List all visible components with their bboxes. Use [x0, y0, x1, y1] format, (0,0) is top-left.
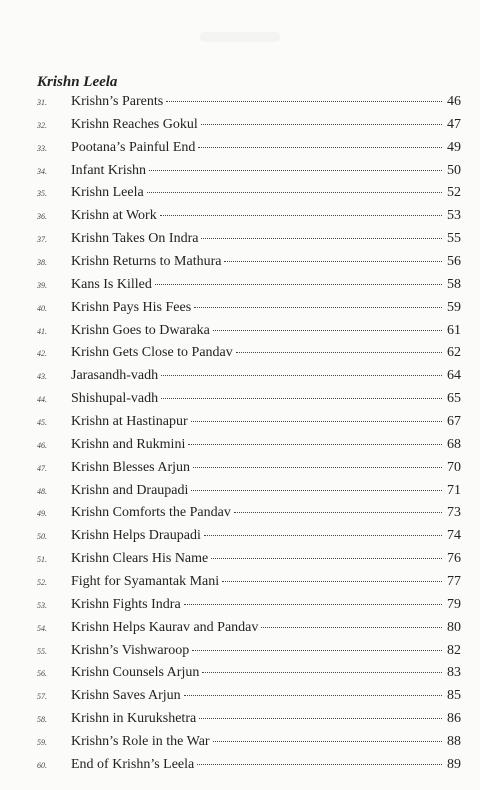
dot-leader: [191, 421, 442, 422]
dot-leader: [261, 627, 442, 628]
dot-leader: [192, 650, 442, 651]
entry-title: Shishupal-vadh: [71, 391, 159, 407]
entry-page-number: 73: [447, 505, 461, 521]
dot-leader: [166, 101, 442, 102]
entry-page-number: 67: [447, 414, 461, 430]
dot-leader: [234, 512, 442, 513]
dot-leader: [224, 261, 442, 262]
entry-title: Krishn Gets Close to Pandav: [71, 345, 233, 361]
toc-entry: [37, 620, 461, 643]
entry-number: 50.: [37, 532, 47, 542]
entry-page-number: 71: [447, 482, 461, 498]
toc-entry: [37, 231, 461, 254]
entry-title: Krishn in Kurukshetra: [71, 711, 197, 727]
entry-page-number: 46: [447, 94, 461, 109]
toc-entry: [37, 185, 461, 208]
entry-number: 52.: [37, 578, 47, 588]
entry-number: 44.: [37, 395, 47, 405]
entry-title: Krishn’s Role in the War: [71, 734, 210, 750]
entry-title: Fight for Syamantak Mani: [71, 574, 220, 590]
entry-page-number: 88: [447, 734, 461, 750]
dot-leader: [161, 398, 442, 399]
dot-leader: [201, 124, 442, 125]
toc-entry: [37, 734, 461, 757]
dot-leader: [160, 215, 442, 216]
entry-page-number: 64: [447, 368, 461, 384]
entry-page-number: 79: [447, 596, 461, 612]
dot-leader: [201, 238, 442, 239]
toc-entry: [37, 643, 461, 666]
entry-page-number: 83: [447, 665, 461, 681]
faint-header-mark: [200, 32, 280, 42]
entry-title: Krishn Fights Indra: [71, 596, 181, 612]
entry-page-number: 58: [447, 276, 461, 292]
entry-page-number: 49: [447, 139, 461, 155]
dot-leader: [193, 467, 442, 468]
entry-page-number: 50: [447, 162, 461, 178]
toc-entry: [37, 254, 461, 277]
entry-page-number: 74: [447, 528, 461, 544]
entry-number: 40.: [37, 303, 47, 313]
entry-number: 46.: [37, 440, 47, 450]
entry-title: End of Krishn’s Leela: [71, 756, 195, 772]
dot-leader: [161, 375, 442, 376]
toc-entry: [37, 345, 461, 368]
toc-entry: [37, 711, 461, 734]
entry-title: Krishn at Hastinapur: [71, 414, 188, 430]
toc-entry: [37, 597, 461, 620]
entry-page-number: 76: [447, 551, 461, 567]
section-title: Krishn Leela: [37, 74, 118, 90]
toc-entry: [37, 460, 461, 483]
entry-number: 57.: [37, 692, 47, 702]
entry-number: 36.: [37, 212, 47, 222]
entry-number: 41.: [37, 326, 47, 336]
toc-entry: [37, 528, 461, 551]
entry-page-number: 52: [447, 185, 461, 201]
entry-title: Krishn Saves Arjun: [71, 688, 181, 704]
entry-page-number: 85: [447, 688, 461, 704]
entry-number: 31.: [37, 98, 47, 107]
dot-leader: [222, 581, 442, 582]
entry-number: 45.: [37, 418, 47, 428]
entry-title: Krishn Helps Kaurav and Pandav: [71, 619, 259, 635]
entry-page-number: 62: [447, 345, 461, 361]
entry-title: Krishn Counsels Arjun: [71, 665, 200, 681]
toc-entry: [37, 117, 461, 140]
entry-title: Krishn Returns to Mathura: [71, 254, 222, 270]
entry-title: Krishn Helps Draupadi: [71, 528, 201, 544]
entry-number: 43.: [37, 372, 47, 382]
entry-title: Kans Is Killed: [71, 276, 152, 292]
toc-entry: [37, 688, 461, 711]
entry-number: 53.: [37, 600, 47, 610]
dot-leader: [184, 604, 442, 605]
toc-entry: [37, 208, 461, 231]
entry-number: 58.: [37, 715, 47, 725]
entry-number: 42.: [37, 349, 47, 359]
entry-page-number: 65: [447, 391, 461, 407]
toc-entry: [37, 437, 461, 460]
toc-entry: [37, 140, 461, 163]
entry-number: 33.: [37, 143, 47, 153]
entry-title: Krishn and Draupadi: [71, 482, 189, 498]
entry-title: Krishn Blesses Arjun: [71, 459, 190, 475]
entry-number: 38.: [37, 258, 47, 268]
entry-title: Krishn Takes On Indra: [71, 231, 199, 247]
toc-entry: [37, 94, 461, 117]
dot-leader: [204, 535, 442, 536]
toc-entry: [37, 483, 461, 506]
entry-page-number: 89: [447, 756, 461, 772]
dot-leader: [149, 170, 442, 171]
entry-page-number: 68: [447, 436, 461, 452]
entry-page-number: 53: [447, 208, 461, 224]
toc-entry: [37, 574, 461, 597]
entry-page-number: 82: [447, 642, 461, 658]
entry-page-number: 55: [447, 231, 461, 247]
entry-number: 37.: [37, 235, 47, 245]
entry-title: Infant Krishn: [71, 162, 147, 178]
entry-page-number: 80: [447, 619, 461, 635]
entry-title: Krishn Leela: [71, 185, 144, 201]
entry-number: 35.: [37, 189, 47, 199]
toc-entry: [37, 163, 461, 186]
entry-title: Krishn Clears His Name: [71, 551, 209, 567]
dot-leader: [236, 352, 442, 353]
entry-number: 54.: [37, 623, 47, 633]
entry-page-number: 59: [447, 299, 461, 315]
entry-title: Krishn at Work: [71, 208, 157, 224]
dot-leader: [213, 330, 442, 331]
entry-number: 59.: [37, 738, 47, 748]
toc-entry: [37, 323, 461, 346]
toc-entry: [37, 757, 461, 780]
toc-entry: [37, 505, 461, 528]
entry-number: 55.: [37, 646, 47, 656]
toc-entry: [37, 414, 461, 437]
entry-title: Krishn Pays His Fees: [71, 299, 192, 315]
entry-page-number: 47: [447, 116, 461, 132]
entry-title: Krishn’s Vishwaroop: [71, 642, 190, 658]
entry-title: Krishn and Rukmini: [71, 436, 186, 452]
dot-leader: [194, 307, 442, 308]
entry-number: 39.: [37, 280, 47, 290]
entry-page-number: 56: [447, 254, 461, 270]
toc-entry: [37, 300, 461, 323]
entry-number: 51.: [37, 555, 47, 565]
entry-page-number: 61: [447, 322, 461, 338]
entry-number: 49.: [37, 509, 47, 519]
entry-number: 60.: [37, 760, 47, 770]
dot-leader: [198, 147, 442, 148]
dot-leader: [155, 284, 442, 285]
entry-page-number: 70: [447, 459, 461, 475]
entry-page-number: 86: [447, 711, 461, 727]
dot-leader: [202, 672, 442, 673]
entry-number: 32.: [37, 120, 47, 130]
toc-entry: [37, 277, 461, 300]
toc-entry: [37, 368, 461, 391]
entry-title: Krishn Goes to Dwaraka: [71, 322, 210, 338]
entry-title: Jarasandh-vadh: [71, 368, 159, 384]
entry-title: Krishn’s Parents: [71, 94, 164, 109]
entry-number: 47.: [37, 463, 47, 473]
entry-title: Pootana’s Painful End: [71, 139, 196, 155]
dot-leader: [188, 444, 442, 445]
entry-title: Krishn Reaches Gokul: [71, 116, 198, 132]
dot-leader: [199, 718, 442, 719]
toc-entry: [37, 391, 461, 414]
dot-leader: [184, 695, 442, 696]
toc-entry: [37, 551, 461, 574]
toc-entry: [37, 665, 461, 688]
table-of-contents: [37, 94, 461, 780]
dot-leader: [211, 558, 442, 559]
dot-leader: [147, 192, 442, 193]
entry-number: 56.: [37, 669, 47, 679]
entry-title: Krishn Comforts the Pandav: [71, 505, 231, 521]
dot-leader: [197, 764, 442, 765]
dot-leader: [213, 741, 442, 742]
entry-page-number: 77: [447, 574, 461, 590]
entry-number: 34.: [37, 166, 47, 176]
dot-leader: [191, 490, 442, 491]
entry-number: 48.: [37, 486, 47, 496]
